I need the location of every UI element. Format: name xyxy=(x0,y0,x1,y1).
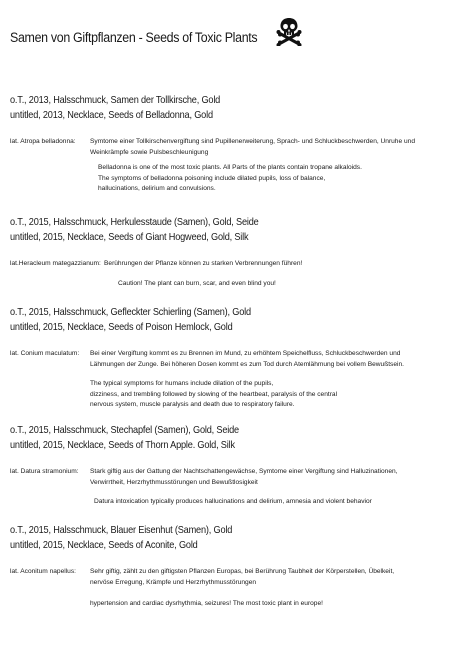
skull-crossbones-icon xyxy=(276,16,302,46)
entry-thorn-apple xyxy=(10,424,442,508)
page-title: Samen von Giftpflanzen - Seeds of Toxic Plants xyxy=(10,30,258,45)
entry-description xyxy=(10,567,442,610)
english-description-line: The typical symptoms for humans include dilation of the pupils, xyxy=(90,380,274,388)
entry-title-en: untitled, 2015, Necklace, Seeds of Poison Hemlock, Gold xyxy=(10,321,233,333)
entry-poison-hemlock xyxy=(10,306,442,411)
german-description-line: Symtome einer Tollkirschenvergiftung sind Pupillenerweiterung, Sprach- und Schluckbeschwerden, Unruhe und xyxy=(90,138,415,145)
entry-title-en: untitled, 2015, Necklace, Seeds of Giant Hogweed, Gold, Silk xyxy=(10,231,249,243)
german-description-line: Sehr giftig, zählt zu den giftigsten Pflanzen Europas, bei Berührung Taubheit der Körperstellen, Übelkeit, xyxy=(90,568,395,575)
entry-title-de: o.T., 2013, Halsschmuck, Samen der Tollkirsche, Gold xyxy=(10,95,221,106)
german-description-line: Bei einer Vergiftung kommt es zu Brennen im Mund, zu erhöhtem Speichelfluss, Schluckbeschwerden und xyxy=(90,350,401,357)
entry-title-de: o.T., 2015, Halsschmuck, Blauer Eisenhut (Samen), Gold xyxy=(10,525,233,536)
english-description-line: The symptoms of belladonna poisoning include dilated pupils, loss of balance, xyxy=(98,174,326,182)
latin-name: lat. Datura stramonium: xyxy=(10,468,79,475)
latin-name: lat. Conium maculatum: xyxy=(10,350,80,357)
latin-name: lat. Aconitum napellus: xyxy=(10,568,76,575)
entry-title-de: o.T., 2015, Halsschmuck, Gefleckter Schierling (Samen), Gold xyxy=(10,307,251,318)
german-description-line: Berührungen der Pflanze können zu starken Verbrennungen führen! xyxy=(104,260,303,267)
german-description-line: nervöse Erregung, Krämpfe und Herzrhythmusstörungen xyxy=(90,578,257,586)
entry-giant-hogweed xyxy=(10,216,442,289)
entry-title-en: untitled, 2013, Necklace, Seeds of Belladonna, Gold xyxy=(10,109,213,121)
entry-description xyxy=(10,259,442,289)
latin-name: lat. Atropa belladonna: xyxy=(10,138,76,145)
english-description-line: hypertension and cardiac dysrhythmia, seizures! The most toxic plant in europe! xyxy=(90,600,323,608)
english-description-line: hallucinations, delirium and convulsions. xyxy=(98,185,216,193)
english-description-line: Caution! The plant can burn, scar, and even blind you! xyxy=(118,279,276,287)
entry-title-de: o.T., 2015, Halsschmuck, Stechapfel (Samen), Gold, Seide xyxy=(10,425,239,436)
german-description-line: Verwirrtheit, Herzrhythmusstörungen und Bewußtlosigkeit xyxy=(90,478,258,486)
english-description-line: nervous system, muscle paralysis and death due to respiratory failure. xyxy=(90,401,295,409)
entry-title-en: untitled, 2015, Necklace, Seeds of Aconite, Gold xyxy=(10,539,198,551)
entry-title-de: o.T., 2015, Halsschmuck, Herkulesstaude (Samen), Gold, Seide xyxy=(10,217,259,228)
entry-description xyxy=(10,467,442,508)
english-description-line: dizziness, and trembling followed by slowing of the heartbeat, paralysis of the central xyxy=(90,390,338,398)
entry-aconite xyxy=(10,524,442,610)
entry-belladonna xyxy=(10,94,442,195)
entry-description xyxy=(10,137,442,195)
english-description-line: Belladonna is one of the most toxic plants. All Parts of the plants contain tropane alkaloids. xyxy=(98,164,362,172)
german-description-line: Weinkrämpfe sowie Pulsbeschleunigung xyxy=(90,148,209,156)
latin-name: lat.Heracleum mategazzianum: xyxy=(10,260,101,267)
german-description-line: Stark giftig aus der Gattung der Nachtschattengewächse, Symtome einer Vergiftung sind Halluzinationen, xyxy=(90,468,398,475)
entry-title-en: untitled, 2015, Necklace, Seeds of Thorn Apple. Gold, Silk xyxy=(10,439,235,451)
english-description-line: Datura intoxication typically produces hallucinations and delirium, amnesia and violent behavior xyxy=(94,498,372,506)
entry-description xyxy=(10,349,442,411)
german-description-line: Lähmungen der Zunge. Bei höheren Dosen kommt es zum Tod durch Atemlähmung bei vollem Bewußtsein. xyxy=(90,360,404,368)
